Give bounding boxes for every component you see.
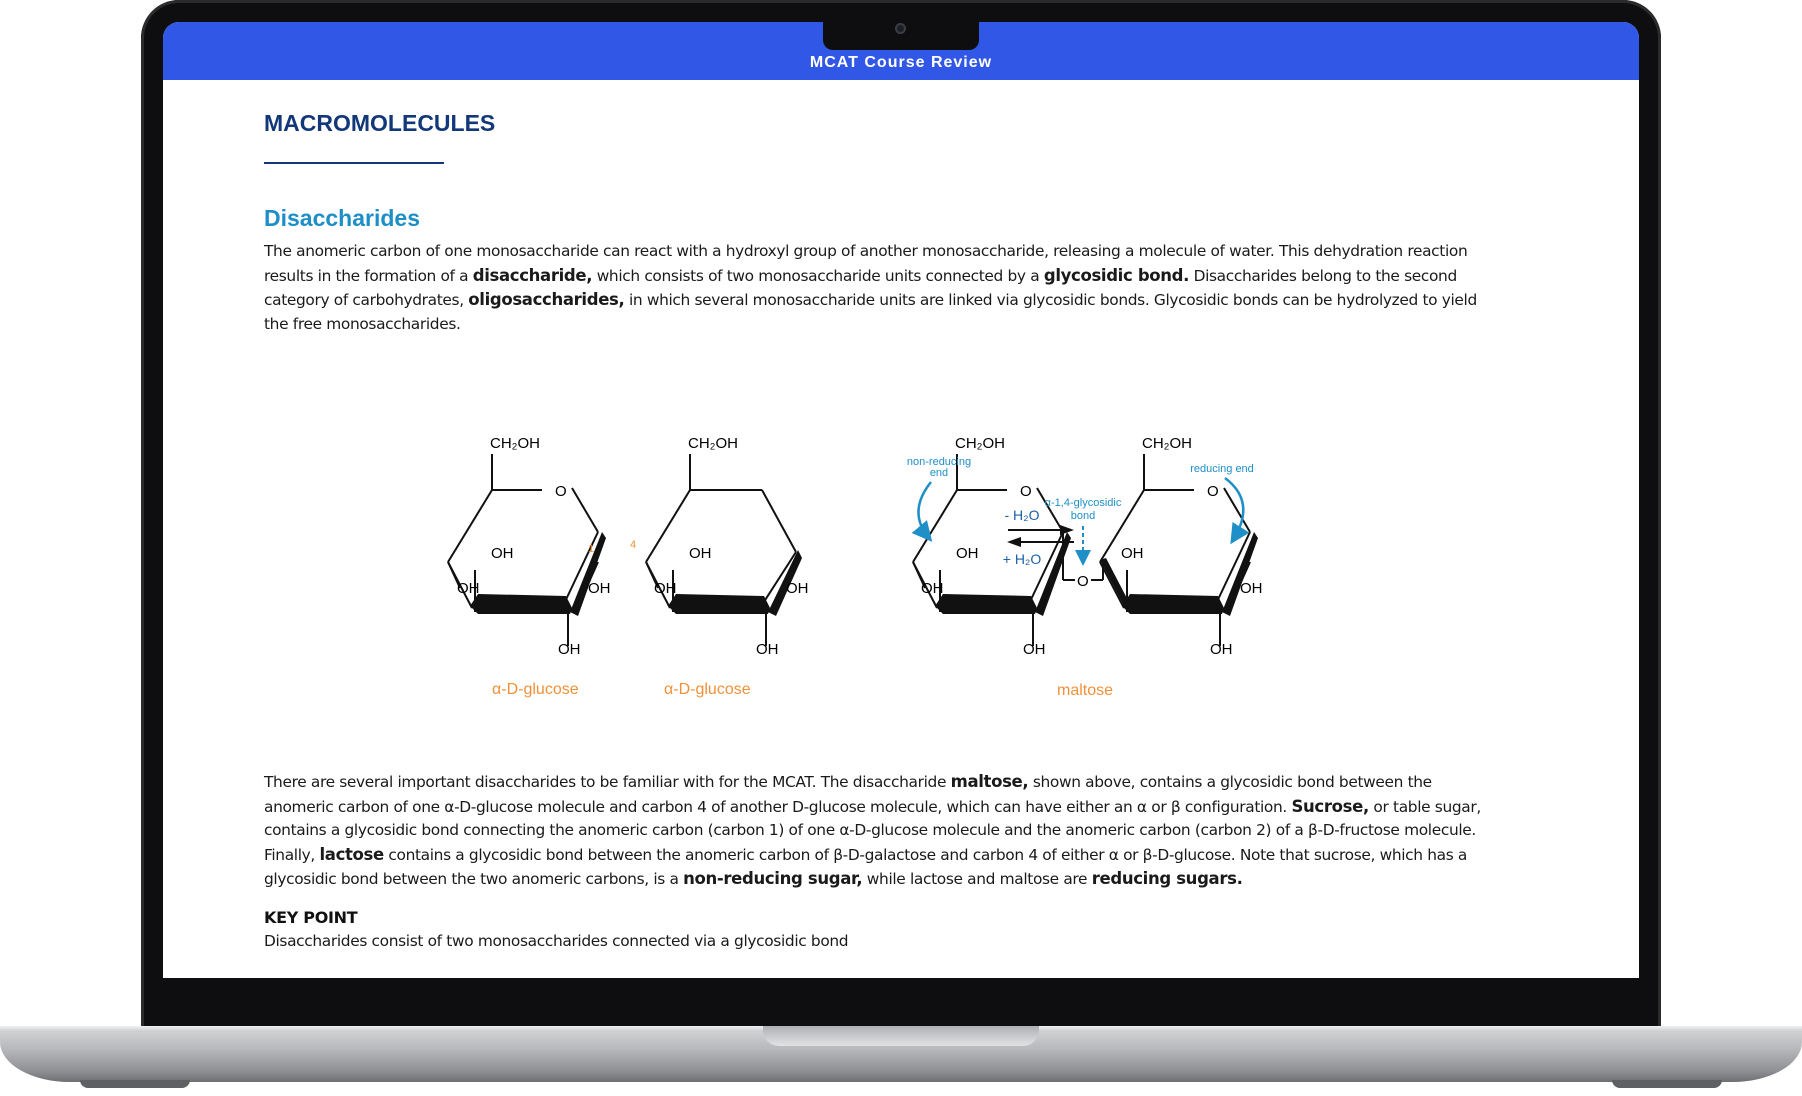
- maltose-formation-diagram: [442, 382, 1302, 722]
- oh-label: OH: [786, 580, 809, 597]
- key-point-title: KEY POINT: [264, 908, 358, 927]
- subheading: Disaccharides: [264, 205, 420, 231]
- maltose-structure: [907, 435, 1263, 699]
- oh-label: OH: [921, 580, 944, 597]
- laptop-foot-left: [80, 1080, 190, 1088]
- non-reducing-end-label: non-reducing: [906, 456, 972, 468]
- oh-label: OH: [756, 641, 779, 658]
- para-text: Disaccharides belong to the second category of carbohydrates,: [264, 266, 1457, 310]
- ch2oh-label: CH₂OH: [688, 435, 738, 452]
- laptop-opening-groove: [763, 1026, 1039, 1046]
- term-reducing-sugars: reducing sugars.: [1091, 869, 1243, 889]
- para-text: contains a glycosidic bond between the anomeric carbon of β-D-galactose and carbon 4 of either α or β-D-glucose. Note that sucrose, which has a glycosidic bond between the two anomeric carbons, is a: [264, 845, 1467, 889]
- para-text: The anomeric carbon of one monosaccharide can react with a hydroxyl group of another monosaccharide, releasing a molecule of water. This dehydration reaction results in the formation of a: [264, 242, 1468, 285]
- laptop-foot-right: [1612, 1080, 1722, 1088]
- para-text: which consists of two monosaccharide units connected by a: [592, 266, 1044, 285]
- ch2oh-label: CH₂OH: [955, 435, 1005, 452]
- title-underline: [264, 162, 444, 164]
- maltose-caption: maltose: [1057, 682, 1114, 699]
- glucose-1-structure: [448, 435, 611, 698]
- minus-water-label: - H₂O: [1004, 507, 1040, 523]
- term-maltose: maltose,: [950, 772, 1029, 791]
- oh-label: OH: [491, 545, 514, 562]
- term-glycosidic-bond: glycosidic bond.: [1043, 265, 1190, 285]
- reducing-end-label: reducing end: [1190, 463, 1254, 475]
- ring-oxygen-label: O: [1020, 483, 1032, 500]
- disaccharides-paragraph: [264, 770, 1492, 892]
- glycosidic-bond-label: α-1,4-glycosidic: [1044, 497, 1122, 509]
- glucose-2-structure: [630, 435, 809, 698]
- term-non-reducing-sugar: non-reducing sugar,: [683, 869, 863, 889]
- ch2oh-label: CH₂OH: [490, 435, 540, 452]
- oh-label: OH: [457, 580, 480, 597]
- glucose-2-caption: α-D-glucose: [664, 681, 751, 698]
- carbon-4-label: 4: [630, 539, 637, 551]
- key-point-text: Disaccharides consist of two monosaccharides connected via a glycosidic bond: [264, 932, 849, 950]
- reducing-arrow: [1225, 478, 1243, 540]
- glucose-1-caption: α-D-glucose: [492, 681, 579, 698]
- ring-oxygen-label: O: [1207, 483, 1219, 500]
- oh-label: OH: [689, 545, 712, 562]
- para-text: in which several monosaccharide units are linked via glycosidic bonds. Glycosidic bonds can be hydrolyzed to yield the free monosaccharides.: [264, 291, 1477, 333]
- oh-label: OH: [1240, 580, 1263, 597]
- oh-label: OH: [1023, 641, 1046, 658]
- oh-label: OH: [956, 545, 979, 562]
- oh-label: OH: [654, 580, 677, 597]
- camera-icon: [895, 23, 906, 34]
- para-text: There are several important disaccharides to be familiar with for the MCAT. The disaccharide: [264, 773, 951, 791]
- ring-oxygen-label: O: [555, 483, 567, 500]
- ch2oh-label: CH₂OH: [1142, 435, 1192, 452]
- screen-bezel-bottom: [163, 978, 1639, 994]
- bridge-oxygen-label: O: [1077, 573, 1089, 590]
- plus-water-label: + H₂O: [1002, 551, 1042, 567]
- section-title: MACROMOLECULES: [264, 110, 496, 136]
- non-reducing-end-label-2: end: [929, 467, 949, 479]
- para-text: while lactose and maltose are: [862, 870, 1092, 889]
- oh-label: OH: [558, 641, 581, 658]
- oh-label: OH: [1210, 641, 1233, 658]
- oh-label: OH: [588, 580, 611, 597]
- para-text: shown above, contains a glycosidic bond between the anomeric carbon of one α-D-glucose molecule and carbon 4 of another D-glucose molecule, which can have either an α or β configuration.: [264, 773, 1432, 816]
- oh-label: OH: [1121, 545, 1144, 562]
- term-lactose: lactose: [319, 844, 384, 864]
- app-title: MCAT Course Review: [809, 54, 993, 71]
- intro-paragraph: [264, 240, 1492, 336]
- non-reducing-arrow: [918, 482, 931, 538]
- glycosidic-bond-label-2: bond: [1070, 510, 1096, 522]
- term-sucrose: Sucrose,: [1291, 796, 1369, 816]
- para-text: or table sugar, contains a glycosidic bond connecting the anomeric carbon (carbon 1) of one α-D-glucose molecule and the anomeric carbon (carbon 2) of a β-D-fructose molecule. Finally,: [264, 797, 1481, 864]
- term-disaccharide: disaccharide,: [472, 265, 593, 285]
- screen: [163, 22, 1639, 978]
- carbon-1-label: 1: [588, 543, 595, 555]
- term-oligosaccharides: oligosaccharides,: [468, 290, 625, 310]
